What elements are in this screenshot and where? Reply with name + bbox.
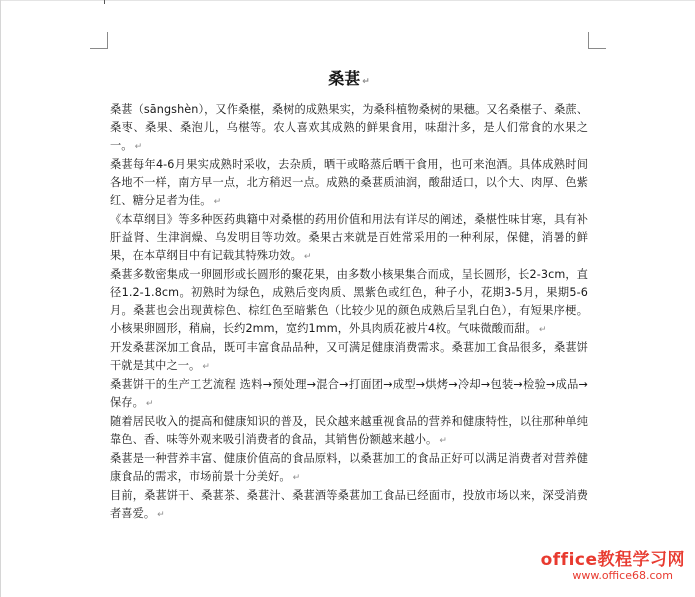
paragraph-mark-icon: ↵ — [303, 252, 312, 262]
paragraph-mark-icon: ↵ — [157, 510, 165, 520]
paragraph-mark-icon: ↵ — [439, 436, 447, 446]
text-cursor-marker — [104, 0, 105, 4]
watermark-url: www.office68.com — [572, 569, 673, 582]
paragraph-mark-icon: ↵ — [362, 77, 370, 87]
paragraph-processing[interactable]: 开发桑葚深加工食品，既可丰富食品品种，又可满足健康消费需求。桑葚加工食品很多，桑葚饼干就是其中之一。 ↵ — [110, 341, 588, 372]
paragraph-health-trend[interactable]: 随着居民收入的提高和健康知识的普及，民众越来越重视食品的营养和健康特性，以往那种单纯靠色、香、味等外观来吸引消费者的食品，其销售份额越来越小。 ↵ — [110, 415, 588, 446]
document-body[interactable] — [110, 68, 588, 524]
paragraph-mark-icon: ↵ — [538, 325, 547, 335]
crop-mark-top-right — [588, 32, 606, 49]
paragraph-mark-icon: ↵ — [202, 362, 210, 372]
paragraph-intro[interactable]: 桑葚（sāngshèn），又作桑椹，桑树的成熟果实，为桑科植物桑树的果穗。又名桑椹子、桑蔗、桑枣、桑果、桑泡儿，乌椹等。农人喜欢其成熟的鲜果食用，味甜汁多，是人们常食的水果之一。 ↵ — [110, 103, 588, 152]
paragraph-mark-icon: ↵ — [213, 197, 222, 207]
paragraph-nutrition[interactable]: 桑葚是一种营养丰富、健康价值高的食品原料，以桑葚加工的食品正好可以满足消费者对营养健康食品的需求，市场前景十分美好。 ↵ — [110, 452, 588, 483]
crop-mark-top-left — [90, 32, 108, 49]
site-watermark — [525, 545, 685, 587]
document-title[interactable]: 桑葚 ↵ — [328, 69, 370, 88]
paragraph-process-flow[interactable]: 桑葚饼干的生产工艺流程 选料→预处理→混合→打面团→成型→烘烤→冷却→包装→检验→成品→保存。 ↵ — [110, 378, 588, 409]
page-left-edge — [0, 0, 1, 597]
paragraph-market[interactable]: 目前，桑葚饼干、桑葚茶、桑葚汁、桑葚酒等桑葚加工食品已经面市，投放市场以来，深受消费者喜爱。 ↵ — [110, 489, 588, 520]
paragraph-mark-icon: ↵ — [134, 142, 143, 152]
paragraph-mark-icon: ↵ — [292, 473, 301, 483]
paragraph-harvest[interactable]: 桑葚每年4-6月果实成熟时采收，去杂质，晒干或略蒸后晒干食用，也可来泡酒。具体成熟时间各地不一样，南方早一点，北方稍迟一点。成熟的桑葚质油润，酸甜适口，以个大、肉厚、色紫红、糖分足者为佳。 ↵ — [110, 158, 588, 207]
paragraph-mark-icon: ↵ — [145, 399, 154, 409]
paragraph-medicinal[interactable]: 《本草纲目》等多种医药典籍中对桑椹的药用价值和用法有详尽的阐述，桑椹性味甘寒，具有补肝益肾、生津润燥、乌发明目等功效。桑果古来就是百姓常采用的一种利尿，保健，消暑的鲜果，在本草纲目中有记载其特殊功效。 ↵ — [110, 213, 588, 262]
paragraph-morphology[interactable]: 桑葚多数密集成一卵圆形或长圆形的聚花果，由多数小核果集合而成，呈长圆形，长2-3cm，直径1.2-1.8cm。初熟时为绿色，成熟后变肉质、黑紫色或红色，种子小，花期3-5月，果期5-6月。桑葚也会出现黄棕色、棕红色至暗紫色（比较少见的颜色成熟后呈乳白色），有短果序梗。小核果卵圆形，稍扁，长约2mm，宽约1mm，外具肉质花被片4枚。气味微酸而甜。 ↵ — [110, 268, 588, 335]
watermark-site-name: office教程学习网 — [540, 550, 685, 570]
